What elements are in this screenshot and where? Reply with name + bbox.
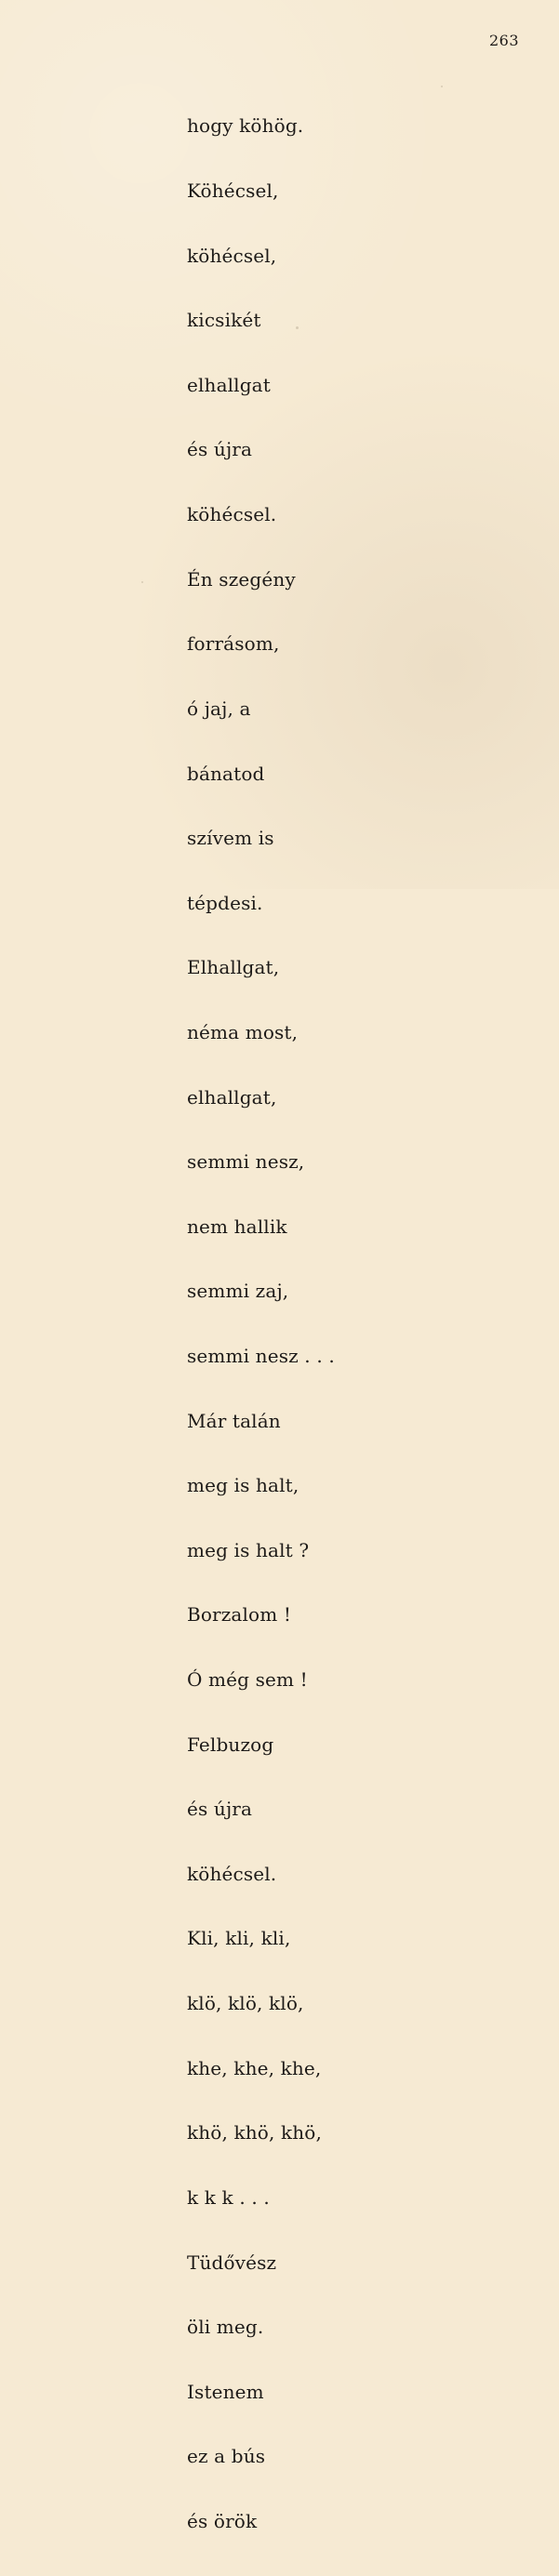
poem-line: meg is halt ? bbox=[187, 1538, 310, 1561]
poem-line: Istenem bbox=[187, 2380, 264, 2403]
poem-line: köhécsel. bbox=[187, 503, 277, 526]
poem-line: hogy köhög. bbox=[187, 114, 304, 138]
poem-line: Én szegény bbox=[187, 567, 296, 591]
poem-line: Ó még sem ! bbox=[187, 1668, 308, 1692]
poem-line: meg is halt, bbox=[187, 1474, 299, 1497]
poem-line: és örök bbox=[187, 2509, 258, 2532]
paper-speck bbox=[296, 326, 299, 329]
poem-line: khö, khö, khö, bbox=[187, 2121, 323, 2144]
poem-line: tépdesi. bbox=[187, 891, 263, 914]
poem-line: elhallgat bbox=[187, 373, 271, 396]
poem-line: semmi nesz, bbox=[187, 1150, 305, 1174]
poem-line: ez a bús bbox=[187, 2445, 266, 2468]
poem-line: Felbuzog bbox=[187, 1733, 274, 1756]
poem-line: forrásom, bbox=[187, 632, 280, 656]
poem-line: és újra bbox=[187, 1798, 253, 1821]
poem-line: ó jaj, a bbox=[187, 697, 251, 720]
poem-line: Kli, kli, kli, bbox=[187, 1927, 291, 1950]
page-number: 263 bbox=[488, 32, 519, 49]
paper-speck bbox=[441, 86, 443, 87]
poem-line: köhécsel. bbox=[187, 1862, 277, 1885]
poem-line: Tüdővész bbox=[187, 2251, 277, 2274]
poem-line: Elhallgat, bbox=[187, 956, 280, 979]
poem-line: Már talán bbox=[187, 1409, 281, 1432]
poem-line: Borzalom ! bbox=[187, 1603, 292, 1627]
poem-line: klö, klö, klö, bbox=[187, 1992, 304, 2015]
poem-line: kicsikét bbox=[187, 309, 261, 332]
poem-line: és újra bbox=[187, 438, 253, 461]
poem-line: nem hallik bbox=[187, 1215, 287, 1238]
paper-speck bbox=[141, 581, 143, 583]
poem-line: szívem is bbox=[187, 827, 274, 850]
poem-line: Köhécsel, bbox=[187, 179, 279, 203]
poem-line: öli meg. bbox=[187, 2316, 264, 2339]
poem-line: bánatod bbox=[187, 762, 265, 785]
poem-line: k k k . . . bbox=[187, 2185, 270, 2209]
poem-line: néma most, bbox=[187, 1020, 299, 1043]
poem-line: khe, khe, khe, bbox=[187, 2056, 322, 2079]
poem-line: semmi zaj, bbox=[187, 1280, 289, 1303]
poem-line: elhallgat, bbox=[187, 1085, 277, 1109]
poem-line: semmi nesz . . . bbox=[187, 1344, 335, 1367]
poem-line: köhécsel, bbox=[187, 244, 277, 267]
poem-text bbox=[187, 73, 335, 2576]
